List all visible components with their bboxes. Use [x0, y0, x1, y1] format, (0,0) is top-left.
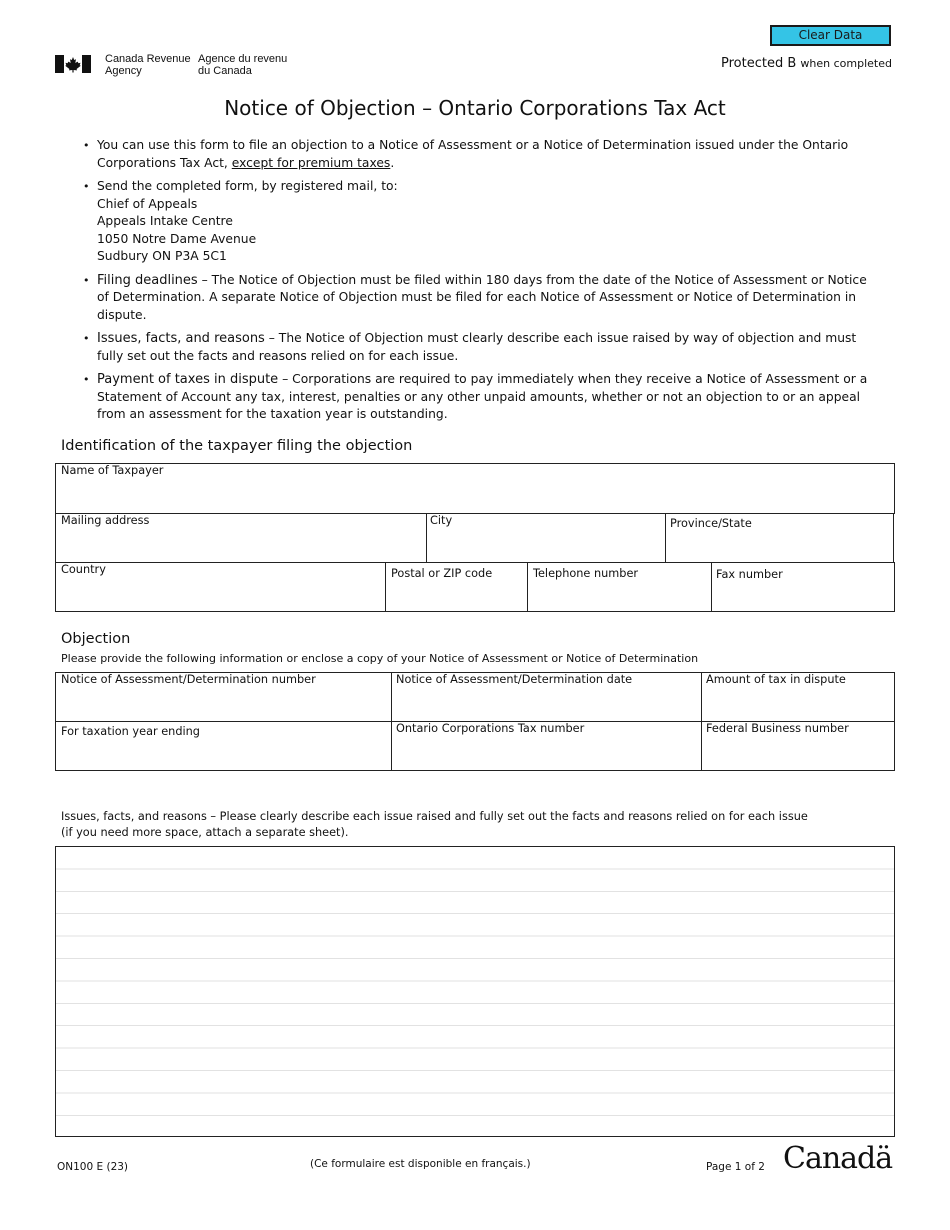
mailing-line: 1050 Notre Dame Avenue	[97, 231, 257, 246]
objection-instructions: Please provide the following information or enclose a copy of your Notice of Assessment or Notice of Determination	[61, 652, 699, 665]
federal-business-number-field[interactable]	[701, 721, 895, 771]
protected-label	[721, 56, 892, 71]
field-label: For taxation year ending	[61, 725, 200, 738]
city-field[interactable]	[426, 513, 666, 563]
instruction-text: – Corporations are required to pay immediately when they receive a Notice of Assessment or a Statement of Account any tax, interest, penalties or any other unpaid amounts, whether or not an objection to or an appeal from an assessment for the taxation year is outstanding.	[97, 372, 868, 421]
mailing-line: Appeals Intake Centre	[97, 214, 233, 228]
province-state-field[interactable]	[665, 513, 894, 563]
taxpayer-name-field[interactable]	[55, 463, 895, 514]
agency-name-french	[198, 53, 287, 77]
amount-in-dispute-field[interactable]	[701, 672, 895, 722]
agency-name-english	[105, 53, 191, 77]
field-label: Country	[61, 563, 106, 576]
instruction-text: – The Notice of Objection must clearly describe each issue raised by way of objection and must fully set out the facts and reasons relied on for each issue.	[97, 331, 857, 363]
mailing-line: Sudbury ON P3A 5C1	[97, 249, 227, 263]
instruction-lead: Payment of taxes in dispute	[97, 372, 279, 387]
mailing-address-field[interactable]	[55, 513, 427, 563]
instruction-end: .	[390, 155, 395, 170]
agency-en-line2: Agency	[105, 65, 142, 77]
telephone-field[interactable]	[527, 562, 712, 612]
identification-heading: Identification of the taxpayer filing the objection	[61, 438, 413, 454]
instruction-item	[80, 178, 880, 266]
issues-instructions-line1: Issues, facts, and reasons – Please clearly describe each issue raised and fully set out the facts and reasons relied on for each issue	[61, 810, 808, 823]
mailing-line: Chief of Appeals	[97, 196, 198, 211]
instruction-item	[80, 371, 880, 424]
mailing-intro: • Send the completed form, by registered mail, to:	[97, 179, 398, 193]
field-label: Notice of Assessment/Determination date	[396, 673, 633, 686]
french-availability-note: (Ce formulaire est disponible en français.)	[310, 1158, 531, 1170]
protected-suffix: when completed	[800, 57, 892, 70]
instruction-text: You can use this form to file an objection to a Notice of Assessment or a Notice of Determination issued under the Ontario Corporations Tax Act,	[97, 138, 849, 170]
field-label: Ontario Corporations Tax number	[396, 722, 585, 735]
field-label: Mailing address	[61, 514, 150, 527]
form-title: Notice of Objection – Ontario Corporations Tax Act	[224, 96, 726, 120]
instruction-item	[80, 137, 880, 172]
taxation-year-ending-field[interactable]	[55, 721, 392, 771]
agency-fr-line2: du Canada	[198, 65, 252, 77]
field-label: Telephone number	[533, 567, 639, 580]
page-number: Page 1 of 2	[706, 1161, 765, 1173]
field-label: Federal Business number	[706, 722, 849, 735]
agency-fr-line1: Agence du revenu	[198, 53, 288, 65]
instruction-text: – The Notice of Objection must be filed within 180 days from the date of the Notice of Assessment or Notice of Determination. A separate Notice of Objection must be filed for each Notice of Assessment or Notice of Determination in dispute.	[97, 272, 867, 322]
premium-taxes-link[interactable]: except for premium taxes	[231, 155, 391, 170]
field-label: Province/State	[670, 517, 752, 530]
instruction-lead: Filing deadlines	[97, 272, 198, 288]
ontario-tax-number-field[interactable]	[391, 721, 702, 771]
postal-code-field[interactable]	[385, 562, 528, 612]
instruction-item	[80, 330, 880, 365]
fax-field[interactable]	[711, 562, 895, 612]
notice-number-field[interactable]	[55, 672, 392, 722]
protected-b-text: Protected B	[721, 56, 797, 71]
objection-heading: Objection	[61, 631, 131, 647]
field-label: Postal or ZIP code	[391, 567, 493, 580]
field-label: Fax number	[716, 568, 783, 581]
field-label: Notice of Assessment/Determination number	[61, 673, 316, 686]
instruction-lead: Issues, facts, and reasons	[97, 331, 265, 346]
field-label: Name of Taxpayer	[61, 464, 164, 477]
issues-textarea[interactable]	[55, 846, 895, 1137]
country-field[interactable]	[55, 562, 386, 612]
canada-flag-icon	[55, 55, 91, 73]
agency-en-line1: Canada Revenue	[105, 53, 191, 65]
field-label: City	[430, 514, 453, 527]
clear-data-button[interactable]: Clear Data	[770, 25, 891, 46]
issues-instructions-line2: (if you need more space, attach a separate sheet).	[61, 826, 349, 839]
notice-date-field[interactable]	[391, 672, 702, 722]
field-label: Amount of tax in dispute	[706, 673, 846, 686]
instruction-item	[80, 272, 880, 325]
canada-wordmark: Canadä	[783, 1141, 893, 1176]
form-code: ON100 E (23)	[57, 1161, 129, 1173]
instructions-list	[80, 137, 880, 430]
